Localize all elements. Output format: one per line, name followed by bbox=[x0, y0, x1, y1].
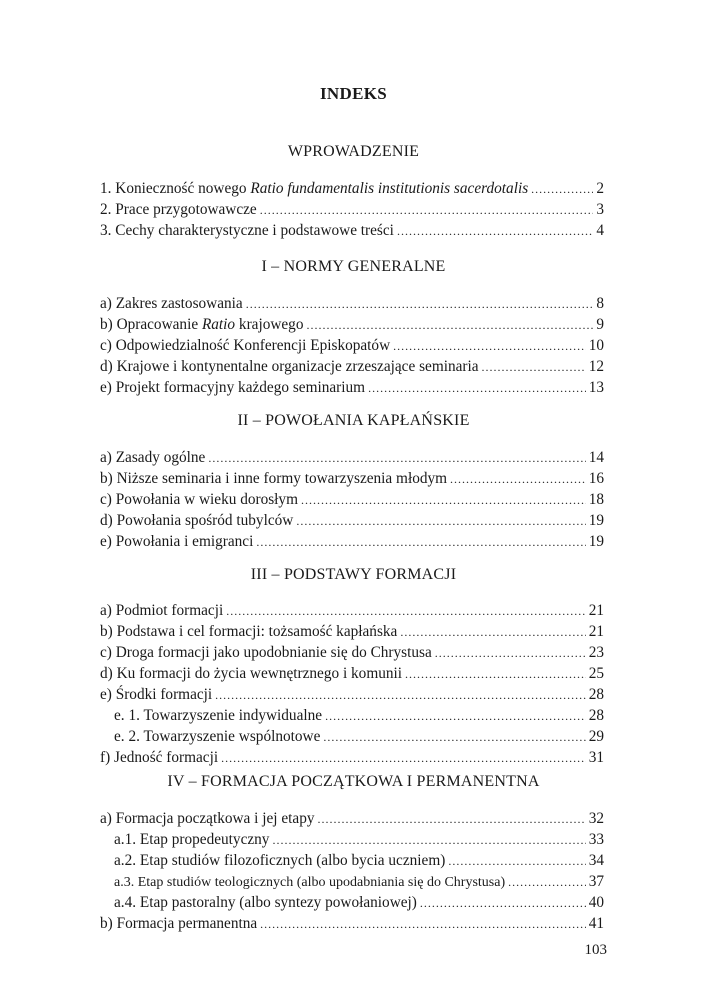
entry-page-number: 41 bbox=[588, 915, 604, 932]
entry-label: a.2. Etap studiów filozoficznych (albo bycia uczniem) bbox=[114, 852, 446, 869]
entry-label: a.1. Etap propedeutyczny bbox=[114, 831, 270, 848]
entry-label: 2. Prace przygotowawcze bbox=[100, 201, 257, 218]
dot-leader bbox=[256, 535, 585, 550]
entry-label: e) Środki formacji bbox=[100, 686, 213, 703]
dot-leader bbox=[301, 493, 586, 508]
toc-entry bbox=[100, 316, 604, 338]
entry-page-number: 3 bbox=[596, 201, 604, 218]
entry-page-number: 21 bbox=[588, 602, 604, 619]
toc-entry bbox=[100, 810, 604, 832]
entry-page-number: 37 bbox=[588, 873, 604, 890]
entry-page-number: 2 bbox=[596, 180, 604, 197]
entry-page-number: 16 bbox=[588, 470, 604, 487]
dot-leader bbox=[318, 812, 586, 827]
entry-label: b) Podstawa i cel formacji: tożsamość kapłańska bbox=[100, 623, 398, 640]
entry-page-number: 28 bbox=[588, 707, 604, 724]
dot-leader bbox=[221, 751, 586, 766]
entry-page-number: 9 bbox=[596, 316, 604, 333]
entry-label: f) Jedność formacji bbox=[100, 749, 219, 766]
entry-page-number: 34 bbox=[588, 852, 604, 869]
entry-page-number: 25 bbox=[588, 665, 604, 682]
entry-label: b) Niższe seminaria i inne formy towarzyszenia młodym bbox=[100, 470, 448, 487]
entry-label: 1. Konieczność nowego Ratio fundamentalis institutionis sacerdotalis bbox=[100, 180, 529, 197]
entry-label: d) Krajowe i kontynentalne organizacje zrzeszające seminaria bbox=[100, 358, 479, 375]
entry-page-number: 13 bbox=[588, 379, 604, 396]
entry-label: a) Zakres zastosowania bbox=[100, 295, 243, 312]
dot-leader bbox=[448, 854, 585, 869]
entry-page-number: 23 bbox=[588, 644, 604, 661]
toc-subentry bbox=[114, 852, 604, 874]
toc-entry bbox=[100, 644, 604, 666]
dot-leader bbox=[393, 339, 586, 354]
entry-page-number: 4 bbox=[596, 222, 604, 239]
section-heading-normy-generalne: I – NORMY GENERALNE bbox=[261, 258, 446, 275]
entry-page-number: 8 bbox=[596, 295, 604, 312]
toc-entry bbox=[100, 295, 604, 317]
section-heading-wprowadzenie: WPROWADZENIE bbox=[287, 143, 420, 160]
dot-leader bbox=[531, 182, 593, 197]
toc-entry bbox=[100, 665, 604, 687]
toc-entry bbox=[100, 686, 604, 708]
toc-subentry bbox=[114, 894, 604, 916]
toc-entry bbox=[100, 602, 604, 624]
toc-entry bbox=[100, 337, 604, 359]
dot-leader bbox=[482, 360, 586, 375]
entry-label: a.3. Etap studiów teologicznych (albo upodabniania się do Chrystusa) bbox=[114, 875, 506, 890]
entry-page-number: 33 bbox=[588, 831, 604, 848]
entry-label: a) Podmiot formacji bbox=[100, 602, 224, 619]
toc-entry bbox=[100, 470, 604, 492]
entry-page-number: 32 bbox=[588, 810, 604, 827]
section-heading-formacja-poczatkowa: IV – FORMACJA POCZĄTKOWA I PERMANENTNA bbox=[167, 773, 540, 790]
entry-label: c) Droga formacji jako upodobnianie się do Chrystusa bbox=[100, 644, 432, 661]
entry-label: c) Powołania w wieku dorosłym bbox=[100, 491, 298, 508]
dot-leader bbox=[325, 709, 586, 724]
dot-leader bbox=[323, 730, 585, 745]
entry-label: d) Powołania spośród tubylców bbox=[100, 512, 294, 529]
page-title: INDEKS bbox=[320, 84, 387, 103]
toc-entry bbox=[100, 749, 604, 771]
section-heading-powolania: II – POWOŁANIA KAPŁAŃSKIE bbox=[237, 412, 470, 429]
dot-leader bbox=[208, 451, 585, 466]
entry-label: e. 1. Towarzyszenie indywidualne bbox=[114, 707, 323, 724]
dot-leader bbox=[450, 472, 586, 487]
entry-label: a.4. Etap pastoralny (albo syntezy powołaniowej) bbox=[114, 894, 417, 911]
toc-entry bbox=[100, 379, 604, 401]
toc-entry bbox=[100, 512, 604, 534]
entry-label: b) Opracowanie Ratio krajowego bbox=[100, 316, 304, 333]
entry-label: b) Formacja permanentna bbox=[100, 915, 258, 932]
dot-leader bbox=[400, 625, 585, 640]
toc-entry bbox=[100, 623, 604, 645]
dot-leader bbox=[215, 688, 586, 703]
toc-entry bbox=[100, 491, 604, 513]
dot-leader bbox=[296, 514, 585, 529]
dot-leader bbox=[246, 297, 594, 312]
entry-page-number: 21 bbox=[588, 623, 604, 640]
entry-label: 3. Cechy charakterystyczne i podstawowe treści bbox=[100, 222, 394, 239]
dot-leader bbox=[272, 833, 585, 848]
section-heading-podstawy-formacji: III – PODSTAWY FORMACJI bbox=[250, 566, 457, 583]
toc-subentry bbox=[114, 728, 604, 750]
dot-leader bbox=[420, 896, 586, 911]
entry-page-number: 18 bbox=[588, 491, 604, 508]
dot-leader bbox=[508, 875, 586, 890]
toc-entry bbox=[100, 201, 604, 223]
entry-page-number: 14 bbox=[588, 449, 604, 466]
dot-leader bbox=[260, 917, 586, 932]
entry-label: d) Ku formacji do życia wewnętrznego i komunii bbox=[100, 665, 403, 682]
entry-page-number: 31 bbox=[588, 749, 604, 766]
toc-subentry bbox=[114, 831, 604, 853]
dot-leader bbox=[435, 646, 586, 661]
dot-leader bbox=[260, 203, 594, 218]
entry-page-number: 10 bbox=[588, 337, 604, 354]
toc-entry bbox=[100, 449, 604, 471]
entry-page-number: 29 bbox=[588, 728, 604, 745]
entry-page-number: 40 bbox=[588, 894, 604, 911]
toc-entry bbox=[100, 533, 604, 555]
entry-label: a) Zasady ogólne bbox=[100, 449, 206, 466]
entry-page-number: 12 bbox=[588, 358, 604, 375]
entry-label: c) Odpowiedzialność Konferencji Episkopatów bbox=[100, 337, 391, 354]
entry-label: e) Powołania i emigranci bbox=[100, 533, 254, 550]
dot-leader bbox=[368, 381, 586, 396]
toc-entry bbox=[100, 915, 604, 937]
entry-page-number: 19 bbox=[588, 512, 604, 529]
entry-label: e) Projekt formacyjny każdego seminarium bbox=[100, 379, 366, 396]
page-number: 103 bbox=[584, 942, 607, 958]
toc-entry bbox=[100, 358, 604, 380]
toc-subentry bbox=[114, 707, 604, 729]
toc-entry bbox=[100, 222, 604, 244]
dot-leader bbox=[405, 667, 586, 682]
entry-label: a) Formacja początkowa i jej etapy bbox=[100, 810, 315, 827]
toc-entry bbox=[100, 180, 604, 202]
entry-page-number: 19 bbox=[588, 533, 604, 550]
dot-leader bbox=[226, 604, 586, 619]
entry-label: e. 2. Towarzyszenie wspólnotowe bbox=[114, 728, 321, 745]
dot-leader bbox=[397, 224, 593, 239]
entry-page-number: 28 bbox=[588, 686, 604, 703]
toc-subentry bbox=[114, 873, 604, 895]
dot-leader bbox=[306, 318, 593, 333]
